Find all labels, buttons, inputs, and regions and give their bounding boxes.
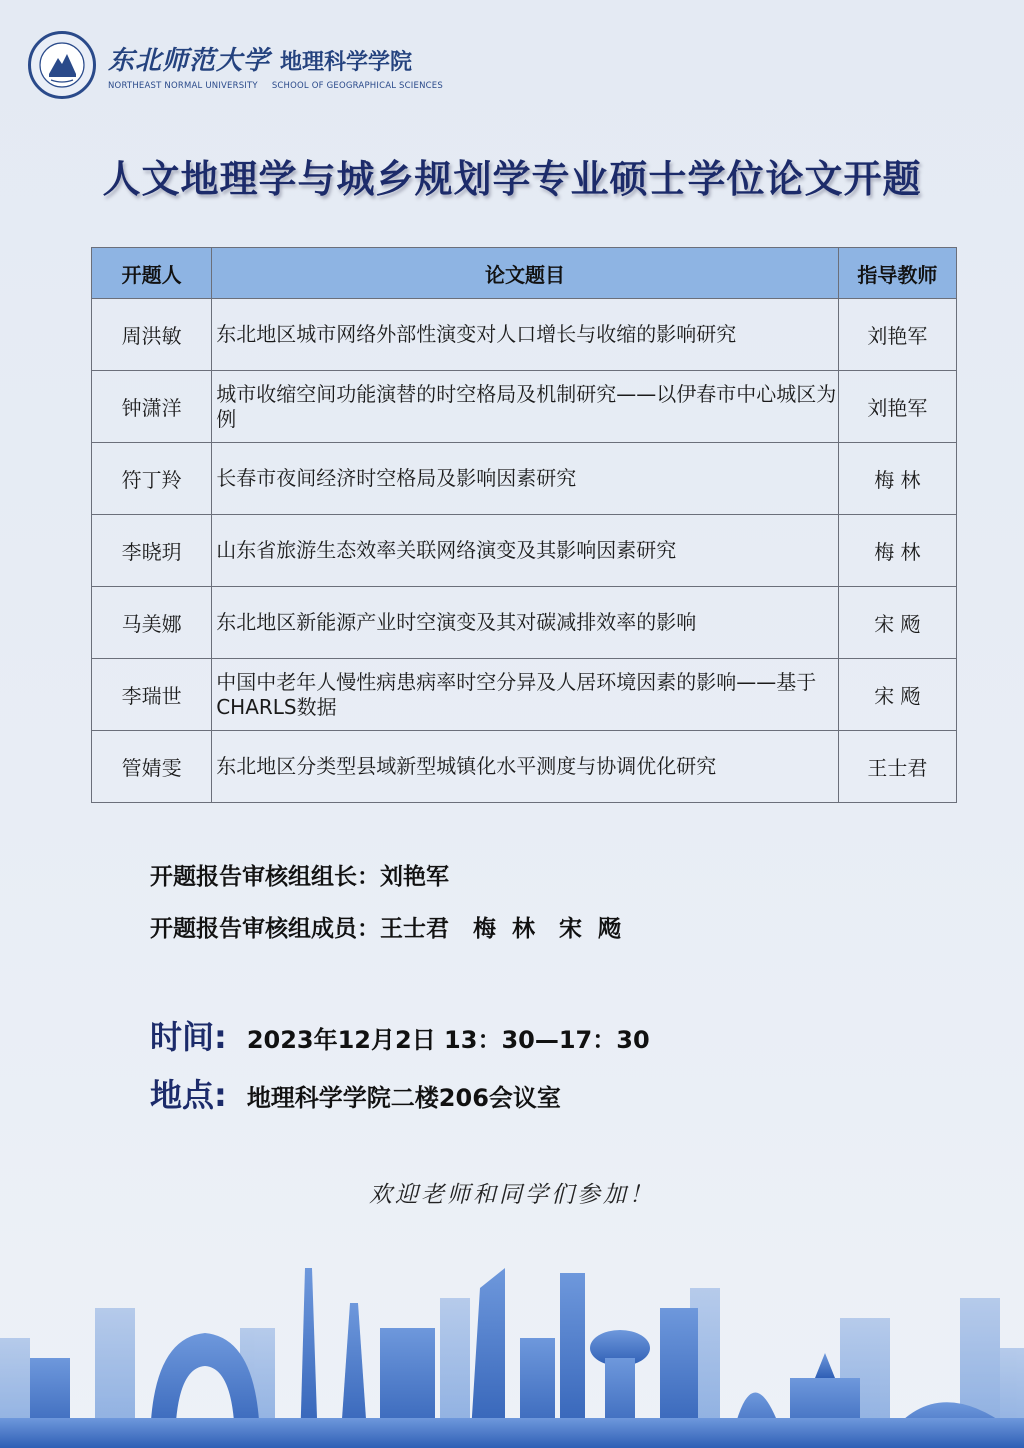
table-row [92,515,957,587]
advisor-cell: 刘艳军 [838,299,956,371]
school-name: 地理科学学院 [280,49,413,75]
school-name-en: SCHOOL OF GEOGRAPHICAL SCIENCES [271,80,443,91]
advisor-cell: 梅 林 [838,443,956,515]
header [28,30,443,100]
advisor-cell: 王士君 [838,731,956,803]
column-header-presenter: 开题人 [92,248,212,299]
brand-block [108,40,443,91]
presenter-cell: 管婧雯 [92,731,212,803]
time-row [150,1012,650,1058]
advisor-cell: 梅 林 [838,515,956,587]
presenter-cell: 符丁羚 [92,443,212,515]
welcome-message: 欢迎老师和同学们参加！ [369,1182,655,1208]
topic-cell: 东北地区分类型县域新型城镇化水平测度与协调优化研究 [212,731,839,803]
time-value: 2023年12月2日 13：30—17：30 [246,1026,650,1054]
table-row [92,443,957,515]
table-row [92,587,957,659]
topic-cell: 东北地区城市网络外部性演变对人口增长与收缩的影响研究 [212,299,839,371]
review-leader: 开题报告审核组组长：刘艳军 [150,864,449,890]
page-title: 人文地理学与城乡规划学专业硕士学位论文开题 [102,157,922,201]
presenter-cell: 马美娜 [92,587,212,659]
city-skyline-illustration [0,1228,1024,1448]
topic-cell: 东北地区新能源产业时空演变及其对碳减排效率的影响 [212,587,839,659]
presenter-cell: 钟潇洋 [92,371,212,443]
topic-cell: 中国中老年人慢性病患病率时空分异及人居环境因素的影响——基于CHARLS数据 [212,659,839,731]
column-header-advisor: 指导教师 [838,248,956,299]
presenter-cell: 李瑞世 [92,659,212,731]
time-label: 时间: [150,1018,227,1056]
column-header-topic: 论文题目 [212,248,839,299]
university-name-en: NORTHEAST NORMAL UNIVERSITY [108,80,258,91]
presenter-cell: 李晓玥 [92,515,212,587]
seal-emblem-icon [31,34,93,96]
place-row [150,1070,561,1116]
table-header-row [92,248,957,299]
university-seal-logo [28,31,96,99]
review-members: 开题报告审核组成员：王士君 梅 林 宋 飏 [150,916,622,942]
table-row [92,731,957,803]
table-row [92,299,957,371]
advisor-cell: 宋 飏 [838,659,956,731]
university-name: 东北师范大学 [108,45,271,76]
presenter-cell: 周洪敏 [92,299,212,371]
table-row [92,659,957,731]
table-row [92,371,957,443]
advisor-cell: 宋 飏 [838,587,956,659]
topic-cell: 山东省旅游生态效率关联网络演变及其影响因素研究 [212,515,839,587]
advisor-cell: 刘艳军 [838,371,956,443]
thesis-table [91,247,957,803]
topic-cell: 长春市夜间经济时空格局及影响因素研究 [212,443,839,515]
place-label: 地点: [150,1076,227,1114]
place-value: 地理科学学院二楼206会议室 [246,1084,561,1112]
topic-cell: 城市收缩空间功能演替的时空格局及机制研究——以伊春市中心城区为例 [212,371,839,443]
